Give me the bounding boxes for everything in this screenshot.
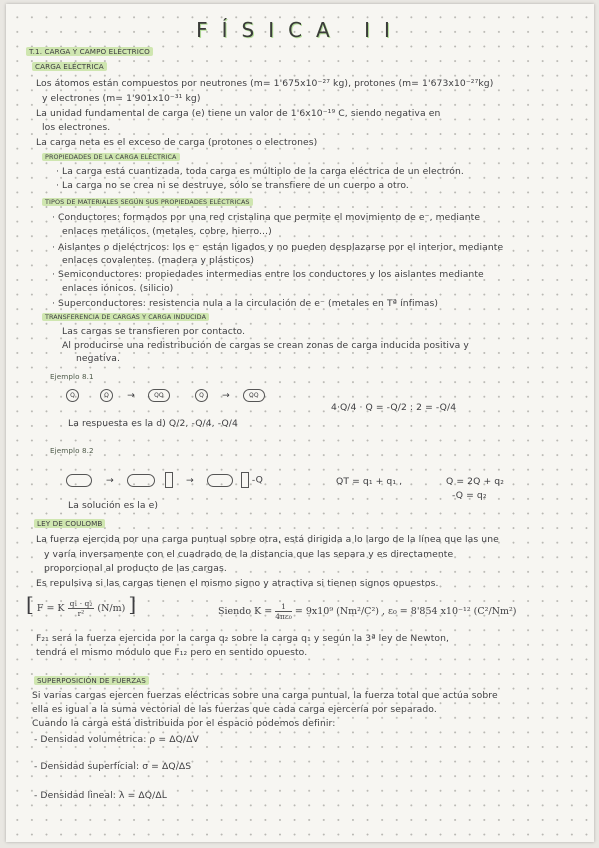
arrow-icon: → (106, 474, 114, 486)
text-line: tendrá el mismo módulo que F₁₂ pero en sentido opuesto. (36, 647, 308, 658)
density-item: - Densidad superficial: σ = ΔQ/ΔS (34, 761, 192, 772)
text-line: y varía inversamente con el cuadrado de la distancia que las separa y es directamente (44, 549, 454, 560)
bullet-item: · La carga está cuantizada, toda carga es múltiplo de la carga eléctrica de un electrón. (56, 166, 464, 177)
ejemplo2-diagram (66, 472, 263, 488)
text-line: negativa. (76, 353, 120, 364)
text-line: La carga neta es el exceso de carga (protones o electrones) (36, 137, 318, 148)
bullet-item: · Aislantes o dieléctricos: los e⁻ están ligados y no pueden desplazarse por el interior, mediante (52, 242, 504, 253)
text-line: enlaces metálicos. (metales, cobre, hierro...) (62, 226, 272, 237)
page-title: FÍSICA II (196, 18, 404, 42)
arrow-icon: → (185, 474, 194, 486)
k-constant: Siendo K = $\frac{1}{\text{4πε₀}}$ = 9x10⁹ (Nm²/C²) , ε₀ = 8'854 x10⁻¹² (C²/Nm²) (218, 602, 517, 621)
charge-icon: Q (195, 389, 208, 402)
ejemplo2-answer: La solución es la e) (68, 500, 159, 511)
ejemplo1-label: Ejemplo 8.1 (50, 372, 94, 381)
charge-label: -Q (251, 474, 263, 486)
ejemplo1-result: 4·Q/4 · Q = -Q/2 : 2 = -Q/4 (331, 402, 457, 413)
notebook-page (6, 4, 594, 842)
arrow-icon: → (222, 390, 230, 401)
density-item: - Densidad lineal: λ = ΔQ/ΔL (34, 790, 167, 801)
coulomb-heading: LEY DE COULOMB (34, 519, 105, 528)
transferencia-heading: TRANSFERENCIA DE CARGAS Y CARGA INDUCIDA (42, 313, 209, 321)
charge-icon: Q (66, 389, 79, 402)
text-line: Las cargas se transfieren por contacto. (62, 326, 246, 337)
bullet-item: · La carga no se crea ni se destruye, sólo se transfiere de un cuerpo a otro. (56, 180, 409, 191)
ejemplo2-eq: -Q = q₂ (452, 490, 487, 501)
charge-group-icon (127, 474, 155, 487)
text-line: los electrones. (42, 122, 111, 133)
ejemplo1-diagram (66, 389, 266, 402)
charge-icon: QQ (148, 389, 170, 402)
text-line: enlaces covalentes. (madera y plásticos) (62, 255, 255, 266)
coulomb-formula: [ F = K $\frac{\text{q₁ · q₂}}{\text{r²}}$ (N/m) ] (26, 592, 137, 618)
section-heading: T.1. CARGA Y CAMPO ELÉCTRICO (26, 47, 153, 56)
ejemplo1-answer: La respuesta es la d) Q/2, -Q/4, -Q/4 (68, 418, 238, 429)
materiales-heading: TIPOS DE MATERIALES SEGÚN SUS PROPIEDADES ELÉCTRICAS (42, 198, 253, 206)
text-line: Es repulsiva si las cargas tienen el mismo signo y atractiva si tienen signos opuestos. (36, 578, 439, 589)
bullet-item: · Superconductores: resistencia nula a la circulación de e⁻ (metales en Tª ínfimas) (52, 298, 439, 309)
text-line: Los átomos están compuestos por neutrones (m= 1'675x10⁻²⁷ kg), protones (m= 1'673x10⁻²⁷kg) (36, 78, 494, 89)
charge-group-icon (207, 474, 233, 487)
text-line: F₂₁ será la fuerza ejercida por la carga q₂ sobre la carga q₁ y según la 3ª ley de Newton, (36, 633, 450, 644)
conductor-icon (241, 472, 249, 488)
text-line: y electrones (m= 1'901x10⁻³¹ kg) (42, 93, 201, 104)
ejemplo2-eq: QT = q₁ + q₁ , (336, 476, 403, 487)
text-line: La unidad fundamental de carga (e) tiene un valor de 1'6x10⁻¹⁹ C, siendo negativa en (36, 108, 441, 119)
text-line: Si varias cargas ejercen fuerzas eléctricas sobre una carga puntual, la fuerza total que actúa sobre (32, 690, 498, 701)
text-line: enlaces iónicos. (silicio) (62, 283, 174, 294)
superposicion-heading: SUPERPOSICIÓN DE FUERZAS (34, 676, 149, 685)
text-line: ella es igual a la suma vectorial de las fuerzas que cada carga ejercería por separado. (32, 704, 437, 715)
charge-icon: Q (100, 389, 113, 402)
arrow-icon: → (127, 390, 135, 401)
text-line: Al producirse una redistribución de cargas se crean zonas de carga inducida positiva y (62, 340, 469, 351)
propiedades-heading: PROPIEDADES DE LA CARGA ELÉCTRICA (42, 153, 180, 161)
carga-electrica-heading: CARGA ELÉCTRICA (32, 62, 107, 71)
text-line: Cuando la carga está distribuida por el espacio podemos definir: (32, 718, 336, 729)
ejemplo2-label: Ejemplo 8.2 (50, 446, 94, 455)
charge-icon: QQ (243, 389, 265, 402)
text-line: proporcional al producto de las cargas. (44, 563, 227, 574)
conductor-icon (165, 472, 173, 488)
ejemplo2-eq: Q = 2Q + q₂ (446, 476, 505, 487)
text-line: La fuerza ejercida por una carga puntual sobre otra, está dirigida a lo largo de la línea que las une (36, 534, 499, 545)
charge-group-icon (66, 474, 92, 487)
bullet-item: · Semiconductores: propiedades intermedias entre los conductores y los aislantes mediante (52, 269, 484, 280)
density-item: - Densidad volumétrica: ρ = ΔQ/ΔV (34, 734, 199, 745)
bullet-item: · Conductores: formados por una red cristalina que permite el movimiento de e⁻, mediante (52, 212, 481, 223)
